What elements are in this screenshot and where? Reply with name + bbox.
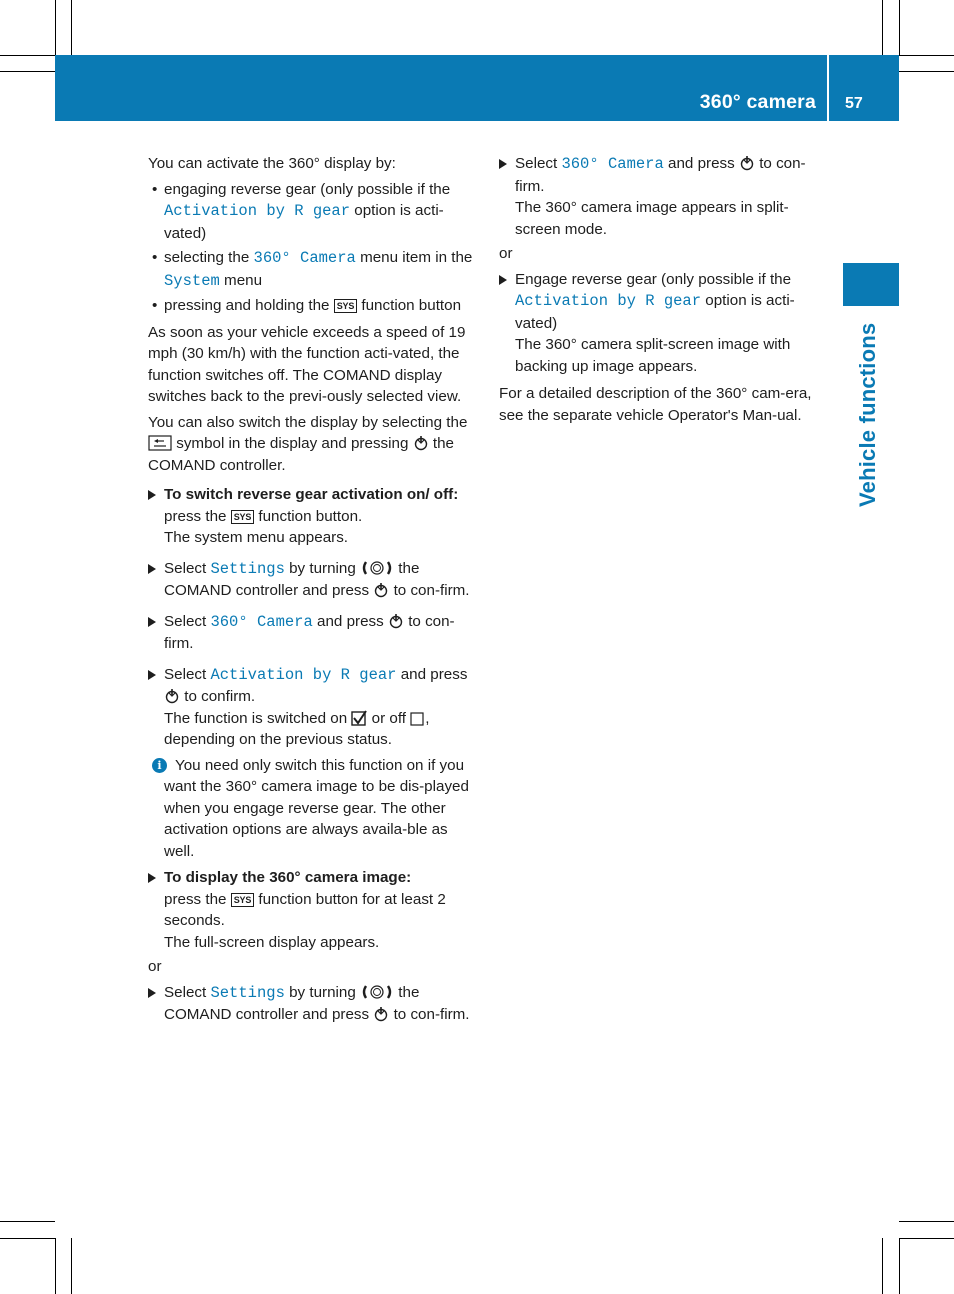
step-text: function button. bbox=[258, 507, 363, 525]
crop-mark bbox=[882, 0, 883, 55]
bullet-text: selecting the bbox=[164, 249, 250, 266]
paragraph-text: You can also switch the display by selecting the bbox=[148, 413, 468, 431]
step-text: Select bbox=[164, 983, 207, 1001]
step-text: the COMAND controller and press bbox=[164, 559, 420, 599]
step-text: and press bbox=[317, 612, 384, 630]
crop-mark bbox=[0, 1238, 55, 1239]
instruction-step bbox=[148, 867, 480, 953]
crop-mark bbox=[0, 71, 55, 72]
menu-option-text: 360° Camera bbox=[253, 249, 356, 267]
step-text: and press bbox=[668, 155, 735, 172]
step-text: the COMAND controller and press bbox=[164, 983, 420, 1023]
crop-mark bbox=[0, 55, 55, 56]
turn-controller-icon bbox=[360, 560, 394, 576]
press-controller-icon bbox=[373, 582, 389, 598]
sys-button-icon: SYS bbox=[334, 299, 357, 313]
left-column bbox=[148, 153, 480, 1035]
instruction-step bbox=[499, 269, 831, 378]
step-heading: To display the 360° camera image: bbox=[164, 869, 412, 886]
instruction-step bbox=[148, 611, 480, 655]
press-controller-icon bbox=[373, 1006, 389, 1022]
step-text: by turning bbox=[289, 559, 356, 577]
step-text: to confirm. bbox=[184, 688, 256, 705]
crop-mark bbox=[71, 1238, 72, 1294]
crop-mark bbox=[71, 0, 72, 55]
step-arrow-icon bbox=[148, 670, 156, 680]
bullet-dot: • bbox=[152, 249, 158, 266]
step-text: to con-firm. bbox=[164, 612, 455, 652]
intro-text: You can activate the 360° display by: bbox=[148, 155, 396, 172]
bullet-text: option is acti-vated) bbox=[164, 202, 444, 242]
press-controller-icon bbox=[413, 435, 429, 451]
paragraph-text: the COMAND controller. bbox=[148, 435, 454, 474]
menu-option-text: System bbox=[164, 271, 220, 290]
step-result: , depending on the previous status. bbox=[164, 709, 430, 748]
menu-option-text: Activation by R gear bbox=[515, 292, 702, 310]
bullet-dot: • bbox=[152, 297, 158, 314]
step-text: to con-firm. bbox=[393, 582, 470, 599]
paragraph: As soon as your vehicle exceeds a speed of 19 mph (30 km/h) with the function acti-vated, the function switches off. The COMAND display switches back to the previ-ously selected view. bbox=[148, 323, 466, 405]
step-text: Select bbox=[164, 559, 207, 577]
step-arrow-icon bbox=[148, 988, 156, 998]
paragraph-text: symbol in the display and pressing bbox=[176, 435, 409, 452]
instruction-step bbox=[148, 664, 480, 751]
crop-mark bbox=[0, 1221, 55, 1222]
bullet-text: pressing and holding the bbox=[164, 297, 330, 314]
press-controller-icon bbox=[164, 688, 180, 704]
menu-option-text: Activation by R gear bbox=[210, 665, 397, 684]
menu-option-text: Activation by R gear bbox=[164, 202, 351, 220]
bullet-text: engaging reverse gear (only possible if the bbox=[164, 180, 451, 198]
right-column bbox=[499, 153, 831, 430]
bullet-text: menu bbox=[224, 271, 263, 289]
step-text: Select bbox=[515, 155, 558, 172]
step-text: and press bbox=[400, 665, 468, 683]
step-text: function button for at least 2 seconds. bbox=[164, 890, 446, 929]
side-tab-label: Vehicle functions bbox=[855, 322, 880, 507]
menu-option-text: Settings bbox=[210, 559, 285, 578]
step-arrow-icon bbox=[148, 490, 156, 500]
step-text: by turning bbox=[289, 983, 356, 1001]
info-note bbox=[148, 755, 480, 863]
section-title: 360° camera bbox=[699, 91, 816, 113]
checkbox-empty-icon bbox=[410, 711, 425, 726]
menu-option-text: 360° Camera bbox=[561, 155, 664, 173]
step-text: Select bbox=[164, 612, 207, 630]
back-symbol-icon bbox=[148, 435, 172, 451]
step-arrow-icon bbox=[148, 617, 156, 627]
menu-option-text: Settings bbox=[210, 983, 285, 1002]
checkbox-checked-icon bbox=[351, 710, 367, 726]
info-icon: i bbox=[152, 758, 167, 773]
step-result: The 360° camera image appears in split-screen mode. bbox=[515, 199, 789, 238]
step-arrow-icon bbox=[148, 873, 156, 883]
step-text: press the bbox=[164, 890, 227, 908]
bullet-dot: • bbox=[152, 180, 158, 198]
crop-mark bbox=[882, 1238, 883, 1294]
paragraph: For a detailed description of the 360° cam-era, see the separate vehicle Operator's Man-ual. bbox=[499, 385, 812, 424]
step-result: The full-screen display appears. bbox=[164, 933, 380, 951]
header-divider bbox=[827, 55, 829, 121]
step-result: or off bbox=[371, 709, 407, 727]
list-item bbox=[148, 295, 480, 317]
instruction-step bbox=[499, 153, 831, 240]
bullet-text: menu item in the bbox=[360, 249, 473, 266]
crop-mark bbox=[899, 71, 954, 72]
list-item bbox=[148, 179, 480, 245]
step-arrow-icon bbox=[499, 159, 507, 169]
menu-option-text: 360° Camera bbox=[210, 612, 313, 631]
or-separator: or bbox=[499, 245, 513, 262]
crop-mark bbox=[899, 1238, 954, 1239]
step-text: to con-firm. bbox=[393, 1006, 470, 1023]
step-result: The function is switched on bbox=[164, 709, 348, 727]
instruction-step bbox=[148, 558, 480, 602]
step-text: option is acti-vated) bbox=[515, 292, 795, 332]
crop-mark bbox=[899, 0, 900, 55]
step-result: The 360° camera split-screen image with backing up image appears. bbox=[515, 336, 791, 375]
crop-mark bbox=[55, 0, 56, 55]
side-tab-marker bbox=[843, 263, 899, 306]
instruction-step bbox=[148, 982, 480, 1026]
turn-controller-icon bbox=[360, 984, 394, 1000]
press-controller-icon bbox=[739, 155, 755, 171]
instruction-step bbox=[148, 484, 480, 549]
press-controller-icon bbox=[388, 613, 404, 629]
step-heading: To switch reverse gear activation on/ off: bbox=[164, 486, 459, 503]
note-text: You need only switch this function on if you want the 360° camera image to be dis-played when you engage reverse gear. The other activation options are always availa-ble as well. bbox=[164, 756, 469, 860]
step-arrow-icon bbox=[499, 275, 507, 285]
step-result: The system menu appears. bbox=[164, 529, 349, 546]
paragraph bbox=[148, 412, 480, 477]
step-text: Engage reverse gear (only possible if the bbox=[515, 270, 792, 288]
step-text: press the bbox=[164, 507, 227, 525]
step-arrow-icon bbox=[148, 564, 156, 574]
bullet-text: function button bbox=[361, 297, 462, 314]
step-text: to con-firm. bbox=[515, 155, 806, 195]
crop-mark bbox=[899, 1238, 900, 1294]
crop-mark bbox=[55, 1238, 56, 1294]
sys-button-icon: SYS bbox=[231, 893, 254, 907]
crop-mark bbox=[899, 1221, 954, 1222]
sys-button-icon: SYS bbox=[231, 510, 254, 524]
page-number: 57 bbox=[845, 95, 863, 112]
or-separator: or bbox=[148, 958, 162, 975]
list-item bbox=[148, 247, 480, 292]
crop-mark bbox=[899, 55, 954, 56]
step-text: Select bbox=[164, 665, 207, 683]
